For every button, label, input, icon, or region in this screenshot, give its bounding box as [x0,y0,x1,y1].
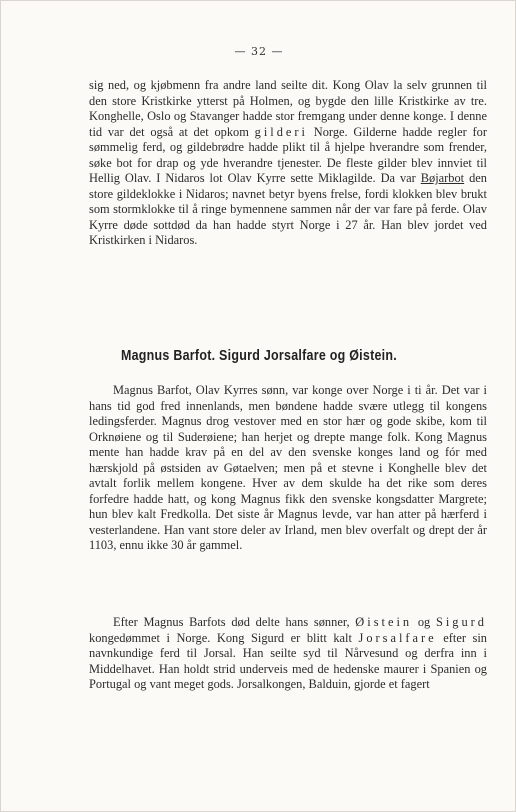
paragraph-olav-kyrre [89,78,487,249]
spaced-term-gilderi: gilderi [254,124,309,139]
text-segment: efter sin navnkundige ferd til Jorsal. Han seilte syd til Nårvesund og derfra inn i Middelhavet. Han holdt strid underveis med de hedenske maurer i Spanien og Portugal og vant meget gods. Jorsalkongen, Balduin, gjorde et fagert [89,630,487,691]
paragraph-magnus-barfot: Magnus Barfot, Olav Kyrres sønn, var konge over Norge i ti år. Det var i hans tid god fred innenlands, men bøndene hadde svære utlegg til kongens ledingsferder. Magnus drog vestover med en stor hær og gode skibe, kom til Orknøiene og til Suderøiene; han herjet og drepte mange folk. Kong Magnus mente han hadde krav på en del av den svenske konges land og fór med hærskjold på østsiden av Gøtaelven; men på et stevne i Konghelle blev det avtalt forlik mellem kongene. Hver av dem skulde ha det rike som deres forfedre hadde hatt, og kong Magnus fikk den svenske kongsdatter Margrete; hun blev kalt Fredkolla. Det siste år Magnus levde, var han atter på hærferd i vesterlandene. Han vant store deler av Irland, men blev overfalt og drept der år 1103, ennu ikke 30 år gammel. [89,383,487,552]
section-heading: Magnus Barfot. Sigurd Jorsalfare og Øistein. [120,348,398,364]
text-segment: Norge. Gilderne hadde regler for sømmelig ferd, og gildebrødre hadde plikt til å hjelpe hverandre som frender, søke bot for drap og yde hverandre tjenester. De fleste gilder blev innviet til Hellig Olav. I Nidaros lot Olav Kyrre sette Miklagilde. Da var [89,124,487,185]
text-segment: og [412,615,436,629]
text-segment: den store gildeklokke i Nidaros; navnet betyr byens frelse, fordi klokken blev brukt som stormklokke til å ringe bymennene sammen når der var fare på ferde. Olav Kyrre døde sottdød da han hadde styrt Norge i 27 år. Han blev jordet ved Kristkirken i Nidaros. [89,171,487,247]
text-segment: sig ned, og kjøbmenn fra andre land seilte dit. Kong Olav la selv grunnen til den store Kristkirke ytterst på Holmen, og bygde den lille Kristkirke av tre. Konghelle, Oslo og Stavanger hadde stor fremgang under denne konge. I denne tid var det også at det opkom [89,78,487,139]
spaced-name-sigurd: Sigurd [435,615,487,629]
text-segment: kongedømmet i Norge. Kong Sigurd er blitt kalt [89,630,359,645]
underlined-term-bojarbot: Bøjarbot [420,171,465,185]
spaced-name-jorsalfare: Jorsalfare [358,630,437,645]
paragraph-sons-of-magnus [89,615,487,693]
page-number: — 32 — [234,45,284,58]
spaced-name-oistein: Øistein [355,615,413,629]
text-segment: Efter Magnus Barfots død delte hans sønner, [113,615,356,629]
